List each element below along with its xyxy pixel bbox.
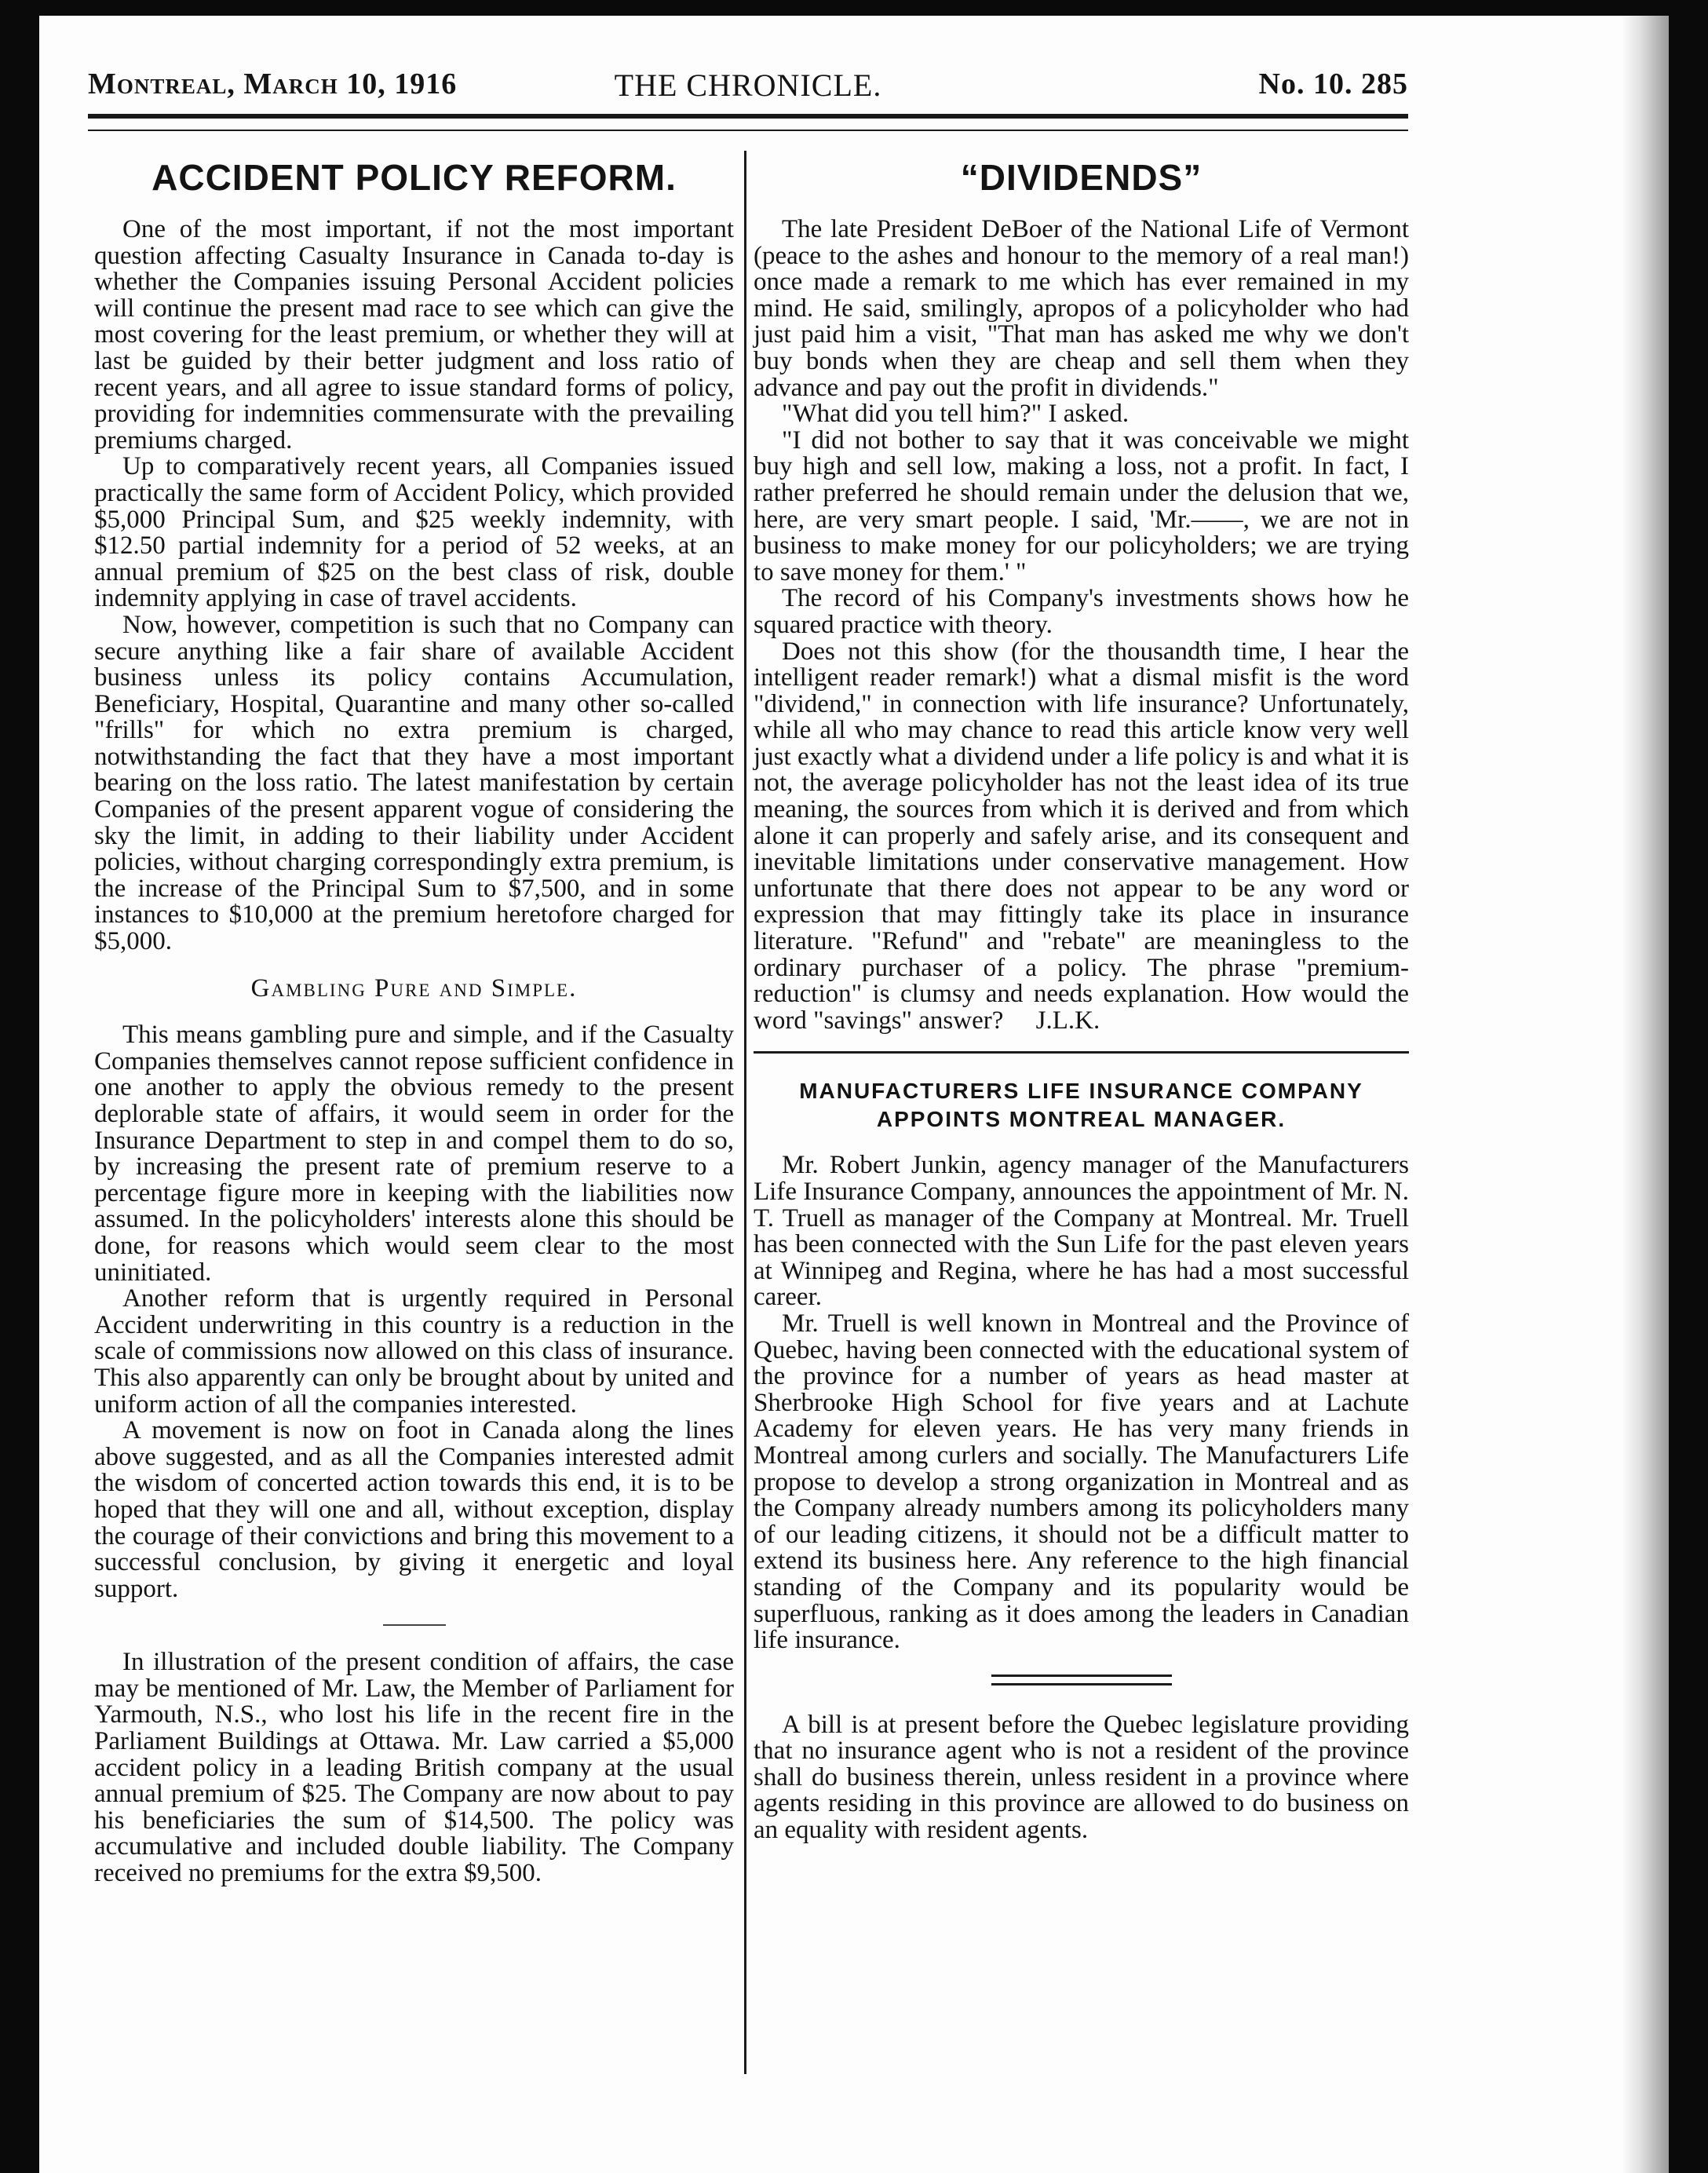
- article-end-rule: [754, 1051, 1409, 1054]
- header-issue-page: No. 10. 285: [1258, 68, 1408, 100]
- headline-line-2: APPOINTS MONTREAL MANAGER.: [876, 1107, 1286, 1132]
- author-signature: J.L.K.: [1035, 1006, 1100, 1035]
- paragraph: The record of his Company's investments shows how he squared practice with theory.: [754, 584, 1409, 639]
- right-column: [754, 149, 1409, 1844]
- paragraph: This means gambling pure and simple, and if the Casualty Companies themselves cannot repose sufficient confidence in one another to apply the obvious remedy to the present deplorable state of affairs, it would seem in order for the Insurance Department to step in and compel them to do so, by increasing the present rate of premium reserve to a percentage figure more in keeping with the liabilities now assumed. In the policyholders' interests alone this should be done, for reasons which would seem clear to the most uninitiated.: [94, 1021, 734, 1287]
- section-divider: [383, 1624, 446, 1626]
- paragraph: "What did you tell him?" I asked.: [782, 400, 1130, 429]
- page-edge-shadow: [1622, 16, 1669, 2173]
- article-title-accident-policy: ACCIDENT POLICY REFORM.: [151, 157, 677, 198]
- paragraph: Mr. Truell is well known in Montreal and the Province of Quebec, having been connected with the educational system of the province for a number of years as head master at Sherbrooke High School for five years and at Lachute Academy for eleven years. He has very many friends in Montreal among curlers and socially. The Manufacturers Life propose to develop a strong organization in Montreal and as the Company already numbers among its policyholders many of our leading citizens, it should not be a difficult matter to extend its business here. Any reference to the high financial standing of the Company and its popularity would be superfluous, ranking as it does among the leaders in Canadian life insurance.: [754, 1309, 1409, 1655]
- header-publication-title: THE CHRONICLE.: [614, 68, 882, 103]
- paragraph: Up to comparatively recent years, all Companies issued practically the same form of Accident Policy, which provided $5,000 Principal Sum, and $25 weekly indemnity, with $12.50 partial indemnity for a period of 52 weeks, at an annual premium of $25 on the best class of risk, double indemnity applying in case of travel accidents.: [94, 452, 734, 613]
- paragraph: Another reform that is urgently required in Personal Accident underwriting in this country is a reduction in the scale of commissions now allowed on this class of insurance. This also apparently can only be brought about by united and uniform action of all the companies interested.: [94, 1284, 734, 1419]
- article-title-dividends: “DIVIDENDS”: [960, 157, 1203, 198]
- paragraph-text: Does not this show (for the thousandth time, I hear the intelligent reader remark!) what a dismal misfit is the word "dividend," in connection with life insurance? Unfortunately, while all who may chance to read this article know very well just exactly what a dividend under a life policy is and what it is not, the average policyholder has not the least idea of its true meaning, the sources from which it is derived and from which alone it can properly and safely arise, and its consequent and inevitable limitations under conservative management. How unfortunate that there does not appear to be any word or expression that may fittingly take its place in insurance literature. "Refund" and "rebate" are meaningless to the ordinary purchaser of a policy. The phrase "premium-reduction" is clumsy and needs explanation. How would the word "savings" answer?: [754, 637, 1409, 1035]
- left-column: [94, 149, 734, 1887]
- paragraph: The late President DeBoer of the National Life of Vermont (peace to the ashes and honour to the memory of a real man!) once made a remark to me which has ever remained in my mind. He said, smilingly, apropos of a policyholder who had just paid him a visit, "That man has asked me why we don't buy bonds when they are cheap and sell them when they advance and pay out the profit in dividends.": [754, 215, 1409, 402]
- article-headline-manufacturers: [754, 1077, 1409, 1134]
- section-subhead: Gambling Pure and Simple.: [250, 973, 578, 1003]
- header-rule: [88, 114, 1408, 131]
- paragraph: A bill is at present before the Quebec legislature providing that no insurance agent who is not a resident of the province shall do business therein, unless resident in a province where agents residing in this province are allowed to do business on an equality with resident agents.: [754, 1710, 1409, 1845]
- paragraph: In illustration of the present condition of affairs, the case may be mentioned of Mr. Law, the Member of Parliament for Yarmouth, N.S., who lost his life in the recent fire in the Parliament Buildings at Ottawa. Mr. Law carried a $5,000 accident policy in a leading British company at the usual annual premium of $25. The Company are now about to pay his beneficiaries the sum of $14,500. The policy was accumulative and included double liability. The Company received no premiums for the extra $9,500.: [94, 1648, 734, 1888]
- header-dateline: Montreal, March 10, 1916: [88, 68, 458, 100]
- paragraph: Mr. Robert Junkin, agency manager of the Manufacturers Life Insurance Company, announces the appointment of Mr. N. T. Truell as manager of the Company at Montreal. Mr. Truell has been connected with the Sun Life for the past eleven years at Winnipeg and Regina, where he has had a most successful career.: [754, 1151, 1409, 1312]
- column-divider: [744, 151, 746, 2074]
- paragraph: A movement is now on foot in Canada along the lines above suggested, and as all the Companies interested admit the wisdom of concerted action towards this end, it is to be hoped that they will one and all, without exception, display the courage of their convictions and bring this movement to a successful conclusion, by giving it energetic and loyal support.: [94, 1416, 734, 1603]
- paragraph: "I did not bother to say that it was conceivable we might buy high and sell low, making a loss, not a profit. In fact, I rather preferred he should remain under the delusion that we, here, are very smart people. I said, 'Mr.——, we are not in business to make money for our policyholders; we are trying to save money for them.' ": [754, 425, 1409, 586]
- section-divider: [991, 1674, 1172, 1685]
- headline-line-1: MANUFACTURERS LIFE INSURANCE COMPANY: [799, 1079, 1363, 1104]
- paragraph: One of the most important, if not the most important question affecting Casualty Insurance in Canada to-day is whether the Companies issuing Personal Accident policies will continue the present mad race to see which can give the most covering for the least premium, or whether they will at last be guided by their better judgment and loss ratio of recent years, and all agree to issue standard forms of policy, providing for indemnities commensurate with the prevailing premiums charged.: [94, 215, 734, 455]
- paragraph: [754, 639, 1409, 1035]
- paragraph: Now, however, competition is such that no Company can secure anything like a fair share of available Accident business unless its policy contains Accumulation, Beneficiary, Hospital, Quarantine and many other so-called "frills" for which no extra premium is charged, notwithstanding the fact that they have a most important bearing on the loss ratio. The latest manifestation by certain Companies of the present apparent vogue of considering the sky the limit, in adding to their liability under Accident policies, without charging correspondingly extra premium, is the increase of the Principal Sum to $7,500, and in some instances to $10,000 at the premium heretofore charged for $5,000.: [94, 610, 734, 956]
